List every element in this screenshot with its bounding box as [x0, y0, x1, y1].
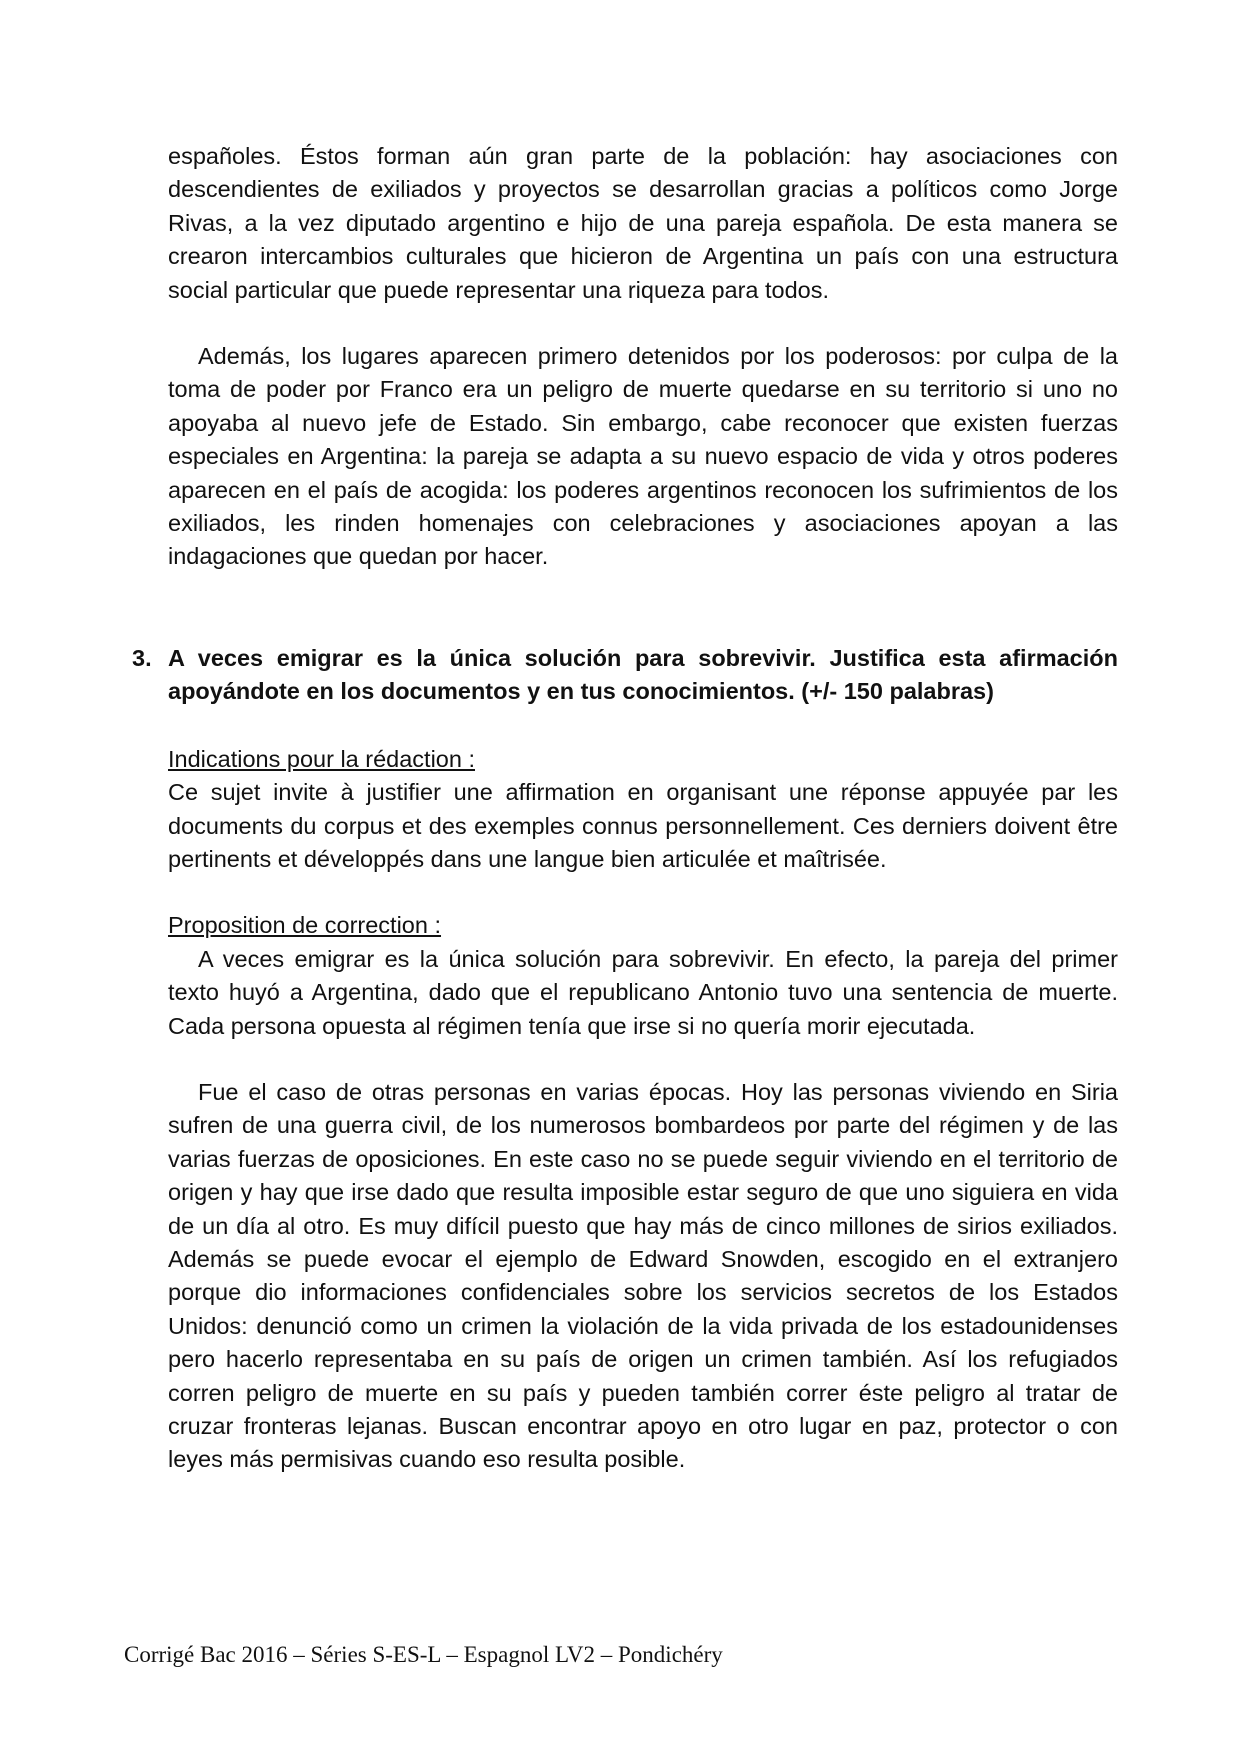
paragraph-continuation: españoles. Éstos forman aún gran parte de la población: hay asociaciones con descendientes de exiliados y proyectos se desarrollan gracias a políticos como Jorge Rivas, a la vez diputado argentino e hijo de una pareja española. De esta manera se crearon intercambios culturales que hicieron de Argentina un país con una estructura social particular que puede representar una riqueza para todos. — [168, 143, 1118, 303]
proposition-paragraph-1: A veces emigrar es la única solución para sobrevivir. En efecto, la pareja del primer texto huyó a Argentina, dado que el republicano Antonio tuvo una sentencia de muerte. Cada persona opuesta al régimen tenía que irse si no quería morir ejecutada. — [168, 945, 1118, 1039]
page-footer: Corrigé Bac 2016 – Séries S-ES-L – Espagnol LV2 – Pondichéry — [124, 1642, 723, 1667]
question-number: 3. — [132, 644, 152, 671]
proposition-paragraph-2: Fue el caso de otras personas en varias épocas. Hoy las personas viviendo en Siria sufren de una guerra civil, de los numerosos bombardeos por parte del régimen y de las varias fuerzas de oposiciones. En este caso no se puede seguir viviendo en el territorio de origen y hay que irse dado que resulta imposible estar seguro de que uno siguiera en vida de un día al otro. Es muy difícil puesto que hay más de cinco millones de sirios exiliados. Además se puede evocar el ejemplo de Edward Snowden, escogido en el extranjero porque dio informaciones confidenciales sobre los servicios secretos de los Estados Unidos: denunció como un crimen la violación de la vida privada de los estadounidenses pero hacerlo representaba en su país de origen un crimen también. Así los refugiados corren peligro de muerte en su país y pueden también correr éste peligro al tratar de cruzar fronteras lejanas. Buscan encontrar apoyo en otro lugar en paz, protector o con leyes más permisivas cuando eso resulta posible. — [168, 1078, 1118, 1473]
question-text: A veces emigrar es la única solución para sobrevivir. Justifica esta afirmación apoyándote en los documentos y en tus conocimientos. (+/- 150 palabras) — [168, 644, 1118, 705]
indications-heading: Indications pour la rédaction : — [168, 745, 475, 772]
question-3 — [132, 642, 1118, 709]
paragraph-ademas: Además, los lugares aparecen primero detenidos por los poderosos: por culpa de la toma de poder por Franco era un peligro de muerte quedarse en su territorio si uno no apoyaba al nuevo jefe de Estado. Sin embargo, cabe reconocer que existen fuerzas especiales en Argentina: la pareja se adapta a su nuevo espacio de vida y otros poderes aparecen en el país de acogida: los poderes argentinos reconocen los sufrimientos de los exiliados, les rinden homenajes con celebraciones y asociaciones apoyan a las indagaciones que quedan por hacer. — [168, 343, 1118, 570]
proposition-heading: Proposition de correction : — [168, 912, 442, 939]
indications-text: Ce sujet invite à justifier une affirmation en organisant une réponse appuyée par les documents du corpus et des exemples connus personnellement. Ces derniers doivent être pertinents et développés dans une langue bien articulée et maîtrisée. — [168, 779, 1118, 872]
document-body — [132, 140, 1118, 1477]
